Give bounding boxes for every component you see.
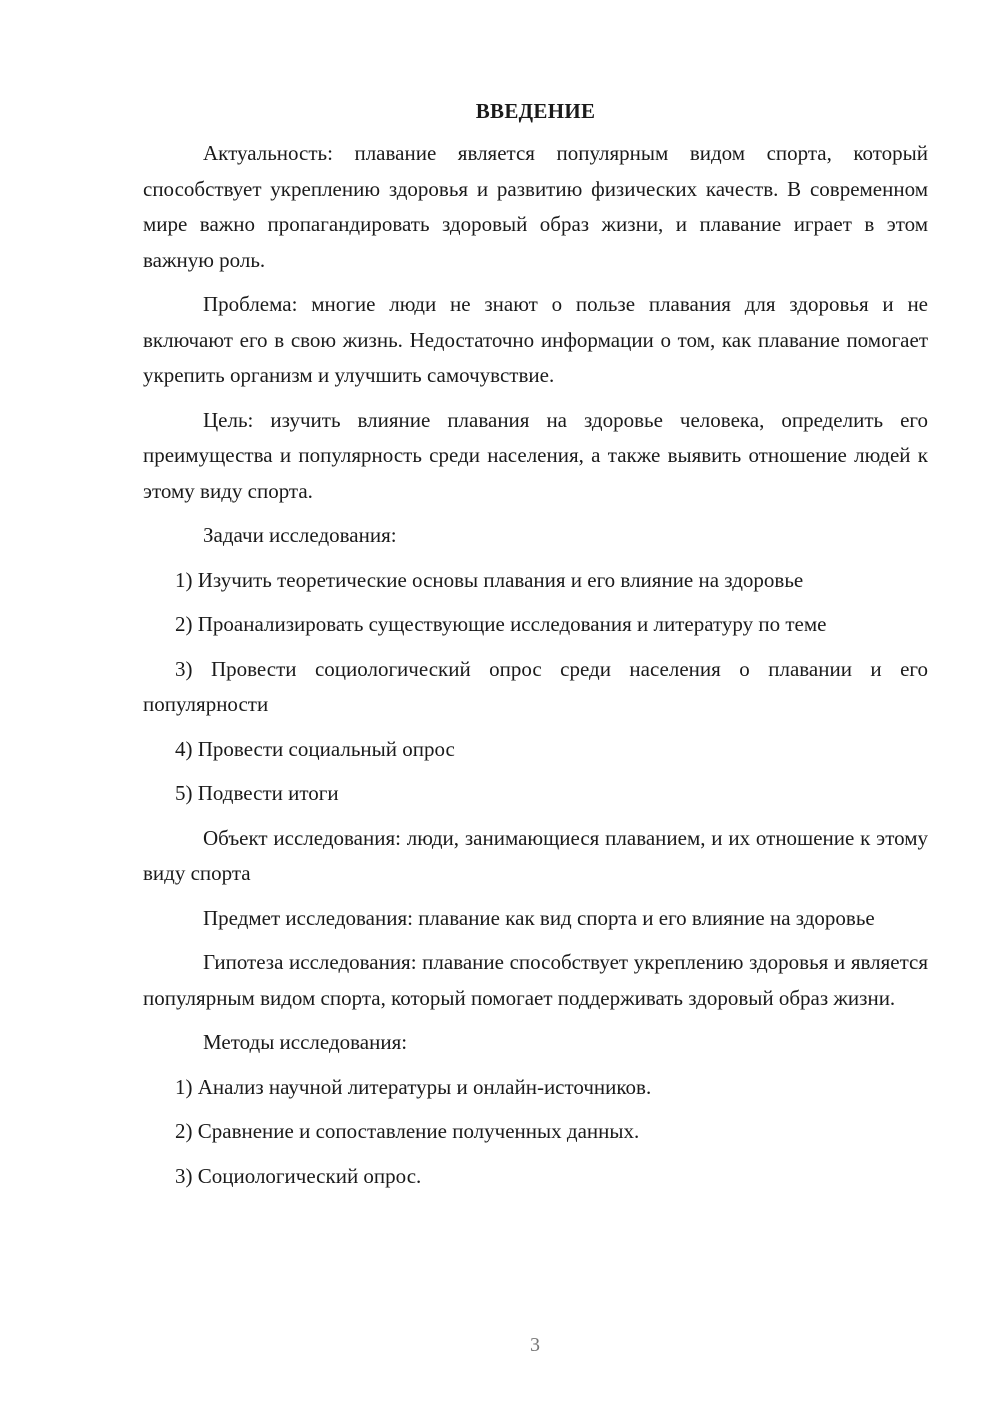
method-item: 1) Анализ научной литературы и онлайн-источников. [175, 1074, 652, 1099]
paragraph-methods-heading: Методы исследования: [203, 1030, 408, 1054]
task-item: 1) Изучить теоретические основы плавания и его влияние на здоровье [175, 567, 804, 592]
paragraph-relevance: Актуальность: плавание является популярным видом спорта, который способствует укреплению здоровья и развитию физических качеств. В современном мире важно пропагандировать здоровый образ жизни, и плавание играет в этом важную роль. [143, 141, 928, 272]
paragraph-tasks-heading: Задачи исследования: [203, 523, 397, 547]
page-number: 3 [530, 1334, 540, 1356]
method-item: 2) Сравнение и сопоставление полученных данных. [175, 1119, 640, 1143]
method-item: 3) Социологический опрос. [175, 1163, 422, 1188]
task-item: 3) Провести социологический опрос среди населения о плавании и его популярности [143, 656, 928, 716]
paragraph-problem: Проблема: многие люди не знают о пользе плавания для здоровья и не включают его в свою жизнь. Недостаточно информации о том, как плавание помогает укрепить организм и улучшить самочувствие. [143, 292, 928, 387]
paragraph-hypothesis: Гипотеза исследования: плавание способствует укреплению здоровья и является популярным видом спорта, который помогает поддерживать здоровый образ жизни. [143, 950, 928, 1010]
paragraph-goal: Цель: изучить влияние плавания на здоровье человека, определить его преимущества и популярность среди населения, а также выявить отношение людей к этому виду спорта. [143, 407, 928, 503]
task-item: 4) Провести социальный опрос [175, 736, 455, 761]
paragraph-subject: Предмет исследования: плавание как вид спорта и его влияние на здоровье [203, 905, 875, 930]
paragraph-object: Объект исследования: люди, занимающиеся плаванием, и их отношение к этому виду спорта [143, 825, 928, 885]
task-item: 2) Проанализировать существующие исследования и литературу по теме [175, 612, 827, 636]
page-title: ВВЕДЕНИЕ [475, 99, 596, 123]
document-body [143, 96, 928, 1203]
task-item: 5) Подвести итоги [175, 781, 339, 805]
